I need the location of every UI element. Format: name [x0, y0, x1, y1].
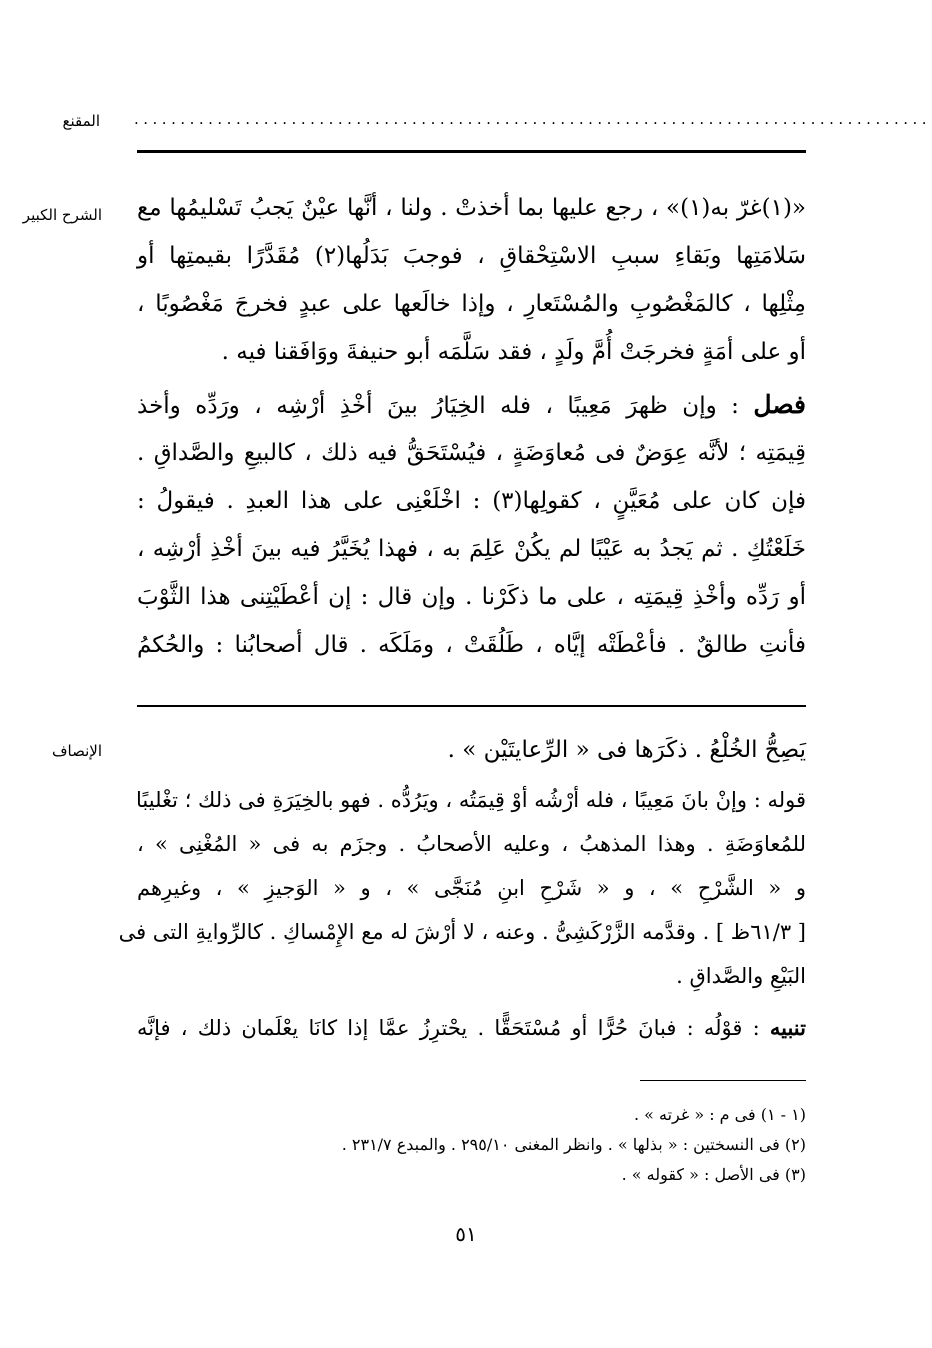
sharh-paragraph-1 [137, 184, 806, 376]
tanbih-text: : قوْلُه : فبانَ حُرًّا أو مُسْتَحَقًّا . يحْترِزُ عمَّا إذا كانَا يعْلَمان ذلك ، فإنَّه [137, 1016, 770, 1040]
text-line [137, 1006, 806, 1050]
text-line: أو رَدِّه وأخْذِ قِيمَتِه ، على ما ذكَرْنا . وإن قال : إن أعْطَيْتِنى هذا الثَّوْبَ [137, 584, 806, 610]
sharh-paragraph-2 [137, 381, 806, 669]
insaf-paragraph-2 [137, 1006, 806, 1050]
insaf-paragraph-1 [118, 778, 806, 998]
footnotes [137, 1100, 806, 1190]
text-line: أو على أمَةٍ فخرجَتْ أُمَّ ولَدٍ ، فقد سَلَّمَه أبو حنيفةَ ووَافَقنا فيه . [221, 339, 806, 365]
sharh-text-block [137, 184, 806, 669]
text-line [137, 381, 806, 429]
text-line: [ ٦١/٣ظ ] . وقدَّمه الزَّرْكَشِىُّ . وعنه ، لا أرْشَ له مع الإِمْساكِ . كالرِّوايةِ التى فى [118, 920, 806, 944]
text-line: للمُعاوَضَةِ . وهذا المذهبُ ، وعليه الأصحابُ . وجزَم به فى « المُغْنِى » ، [137, 832, 806, 856]
text-line: خَلَعْتُكِ . ثم يَجدُ به عَيْبًا لم يكُنْ عَلِمَ به ، فهذا يُخَيَّرُ فيه بينَ أخْذِ أرْشِه ، [137, 536, 806, 562]
page-number: ٥١ [455, 1222, 477, 1246]
text-line: قِيمَتِه ؛ لأنَّه عِوَضٌ فى مُعاوَضَةٍ ، فيُسْتَحَقُّ فيه ذلك ، كالبيعِ والصَّداقِ . [137, 440, 806, 466]
header-rule [137, 150, 806, 153]
footnote: (٣) فى الأصل : « كقوله » . [621, 1165, 806, 1184]
section-divider [137, 705, 806, 707]
insaf-text-block [118, 726, 806, 1050]
text-line: قوله : وإنْ بانَ مَعِيبًا ، فله أرْشُه أوْ قِيمَتُه ، ويَرُدُّه . فهو بالخِيَرَةِ فى ذلك ؛ تغْليبًا [136, 788, 806, 812]
footnote-rule [640, 1080, 806, 1081]
footnote: (١ - ١) فى م : « غرته » . [633, 1105, 806, 1124]
footnote: (٢) فى النسختين : « بذلها » . وانظر المغنى ٢٩٥/١٠ . والمبدع ٢٣١/٧ . [341, 1135, 806, 1154]
fasl-heading: فصل [753, 390, 806, 419]
text-line: «(١)غرّ به(١)» ، رجع عليها بما أخذتْ . ولنا ، أنَّها عيْنٌ يَجبُ تَسْليمُها مع [137, 195, 806, 221]
text-line: مِثْلِها ، كالمَغْصُوبِ والمُسْتَعارِ ، وإذا خالَعها على عبدٍ فخرجَ مَغْصُوبًا ، [137, 291, 806, 317]
text-line: يَصِحُّ الخُلْعُ . ذكَرَها فى « الرِّعايتَيْن » . [447, 737, 806, 763]
text-line: البَيْعِ والصَّداقِ . [676, 964, 806, 988]
section-label-insaf: الإنصاف [51, 742, 102, 760]
running-header-title: المقنع [62, 112, 100, 130]
section-label-sharh: الشرح الكبير [22, 206, 102, 224]
text-line: و « الشَّرْحِ » ، و « شَرْحِ ابنِ مُنَجَّى » ، و « الوَجيزِ » ، وغيرِهم [137, 876, 806, 900]
tanbih-heading: تنبيه [769, 1015, 806, 1040]
text-line: فإن كان على مُعَيَّنٍ ، كقولِها(٣) : اخْلَعْنِى على هذا العبدِ . فيقولُ : [137, 488, 806, 514]
text-line: فأنتِ طالقٌ . فأعْطَتْه إيَّاه ، طَلُقَتْ ، ومَلَكَه . قال أصحابُنا : والحُكمُ [137, 632, 806, 658]
header-dot-leader: ...................................................................................... [134, 110, 932, 128]
fasl-text: : وإن ظهرَ مَعِيبًا ، فله الخِيَارُ بينَ أخْذِ أرْشِه ، ورَدِّه وأخذ [137, 393, 754, 419]
text-line: سَلامَتِها وبَقاءِ سببِ الاسْتِحْقاقِ ، فوجبَ بَدَلُها(٢) مُقَدَّرًا بقيمتِها أو [137, 243, 806, 269]
